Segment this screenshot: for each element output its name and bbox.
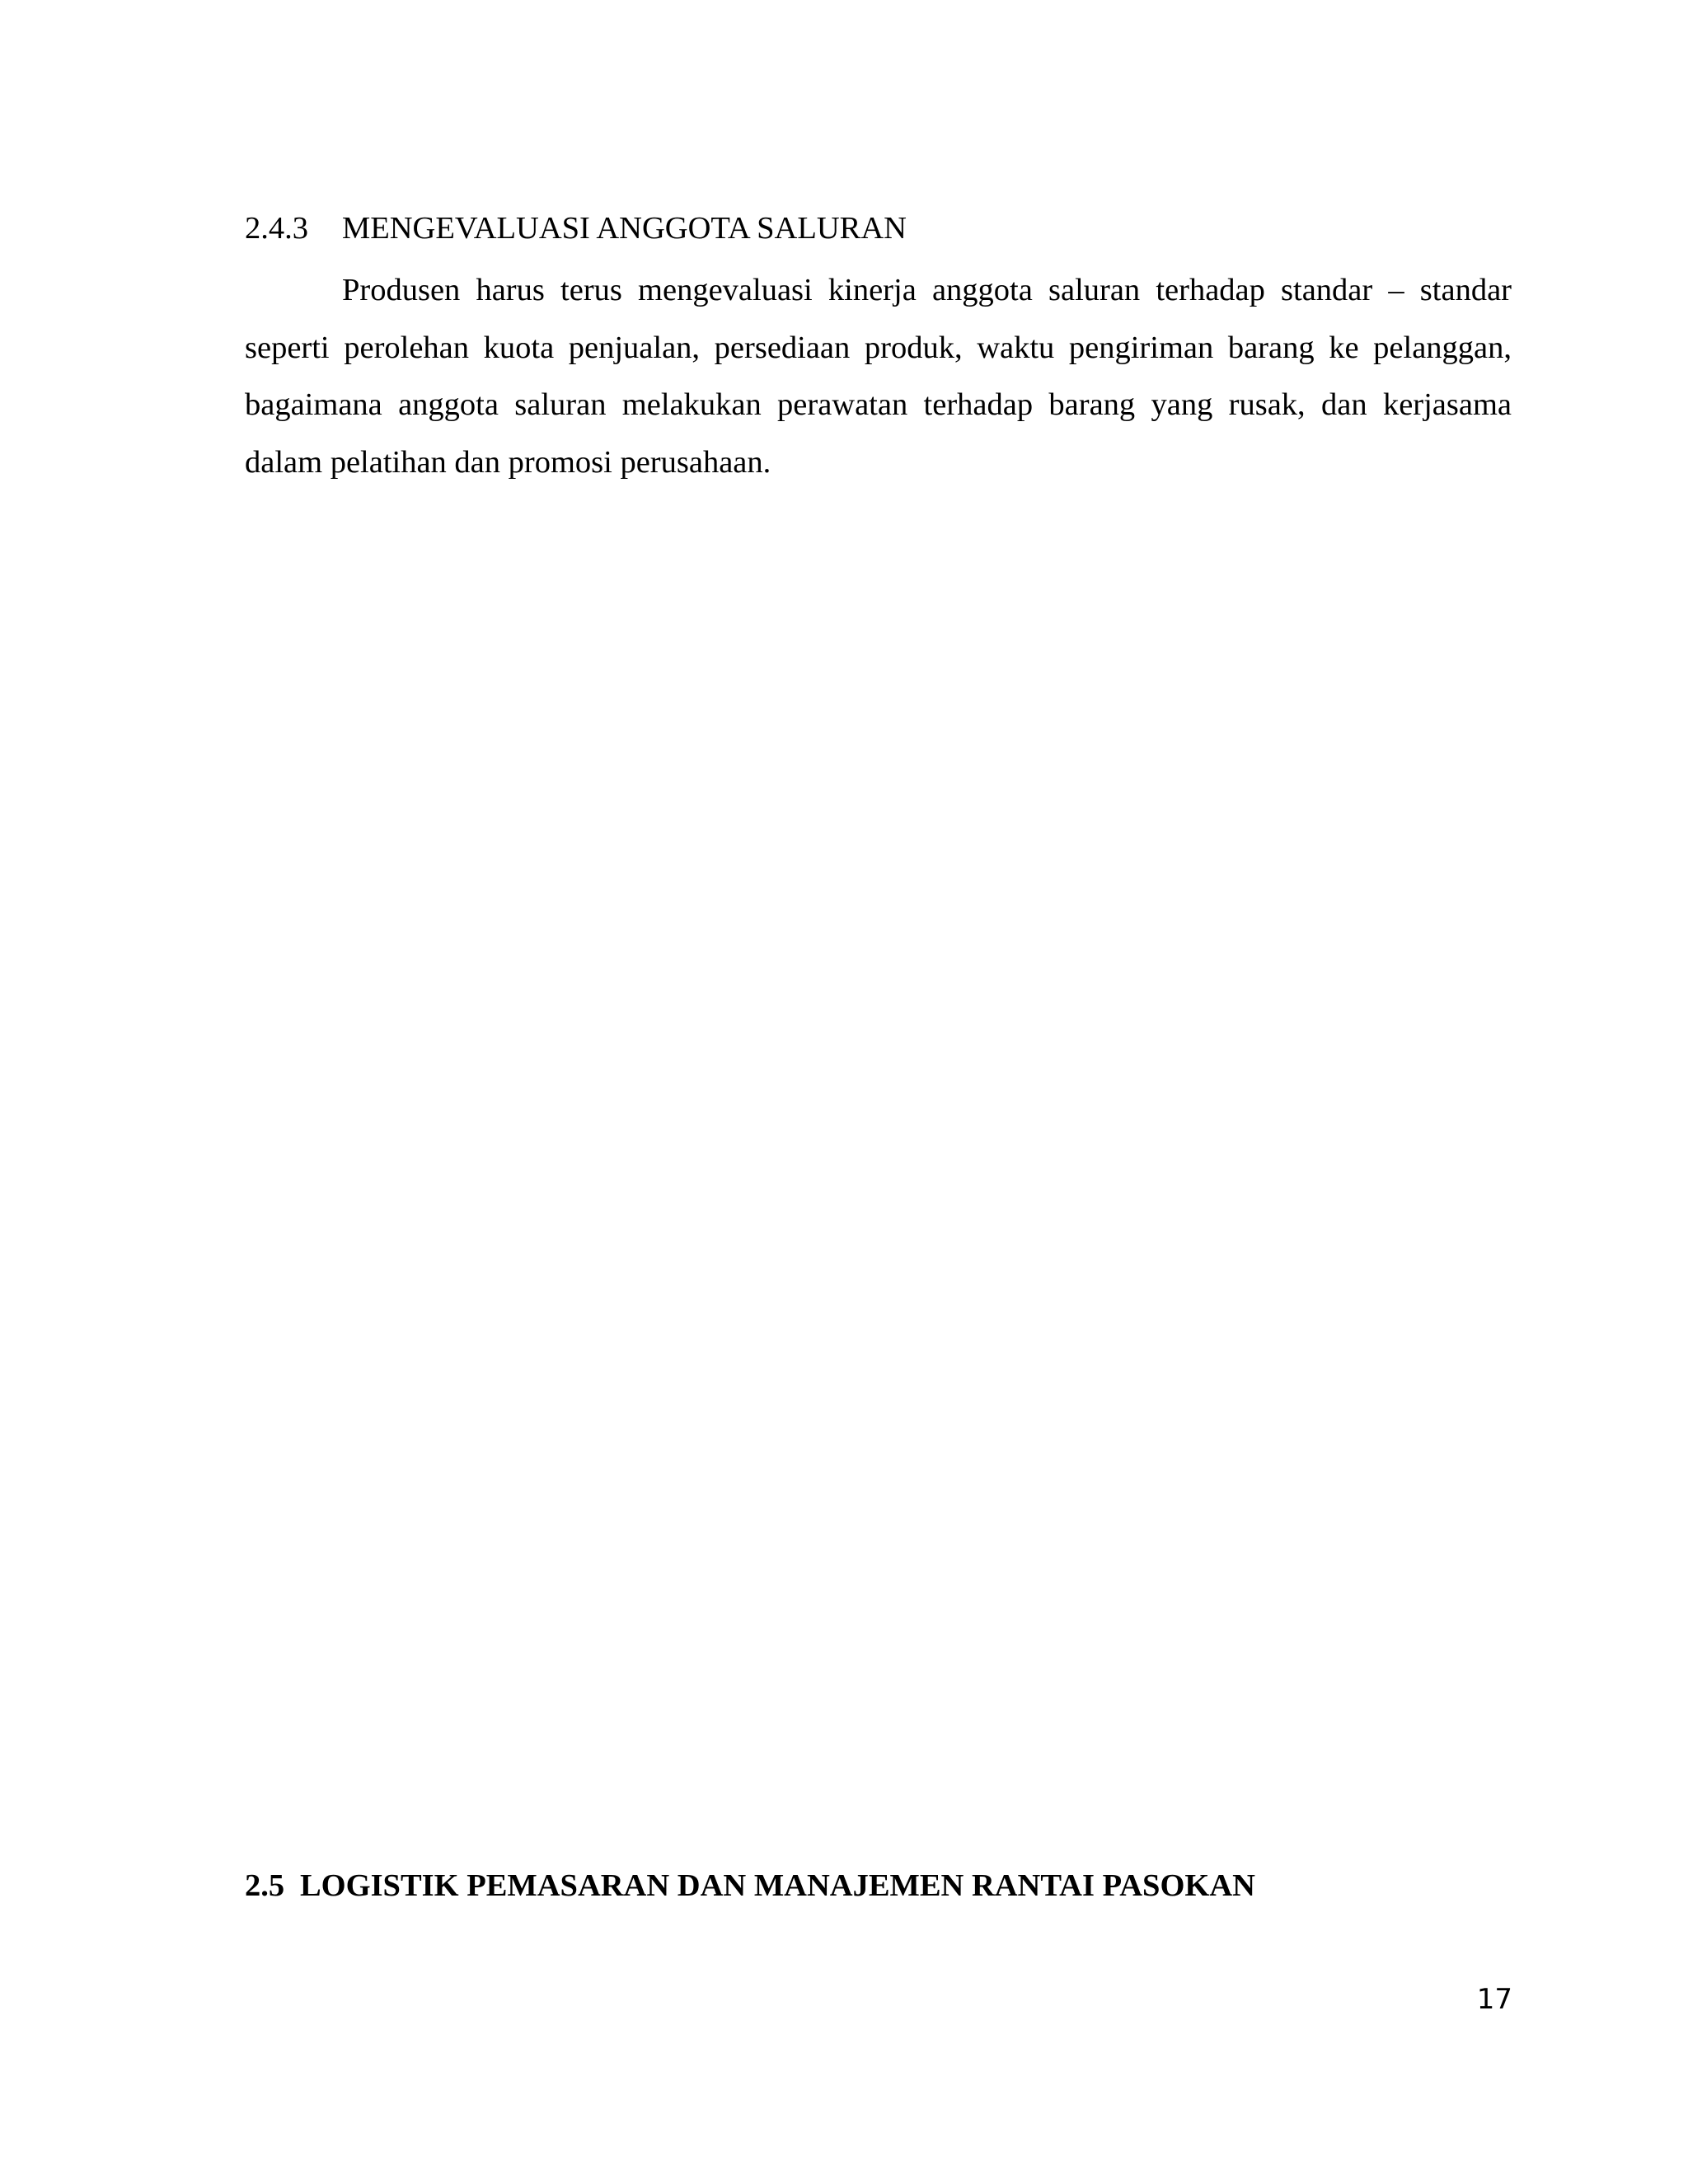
section-heading [245, 1866, 1514, 1905]
subsection-heading [245, 209, 1514, 248]
body-paragraph: Produsen harus terus mengevaluasi kinerja anggota saluran terhadap standar – standar seperti perolehan kuota penjualan, persediaan produk, waktu pengiriman barang ke pelanggan, bagaimana anggota saluran melakukan perawatan terhadap barang yang rusak, dan kerjasama dalam pelatihan dan promosi perusahaan. [245, 273, 1512, 480]
subsection-number: 2.4.3 [245, 211, 308, 246]
page-number: 17 [1476, 1983, 1512, 2016]
section-title: LOGISTIK PEMASARAN DAN MANAJEMEN RANTAI PASOKAN [300, 1868, 1255, 1903]
section-number: 2.5 [245, 1868, 285, 1903]
subsection-title: MENGEVALUASI ANGGOTA SALURAN [342, 211, 907, 246]
